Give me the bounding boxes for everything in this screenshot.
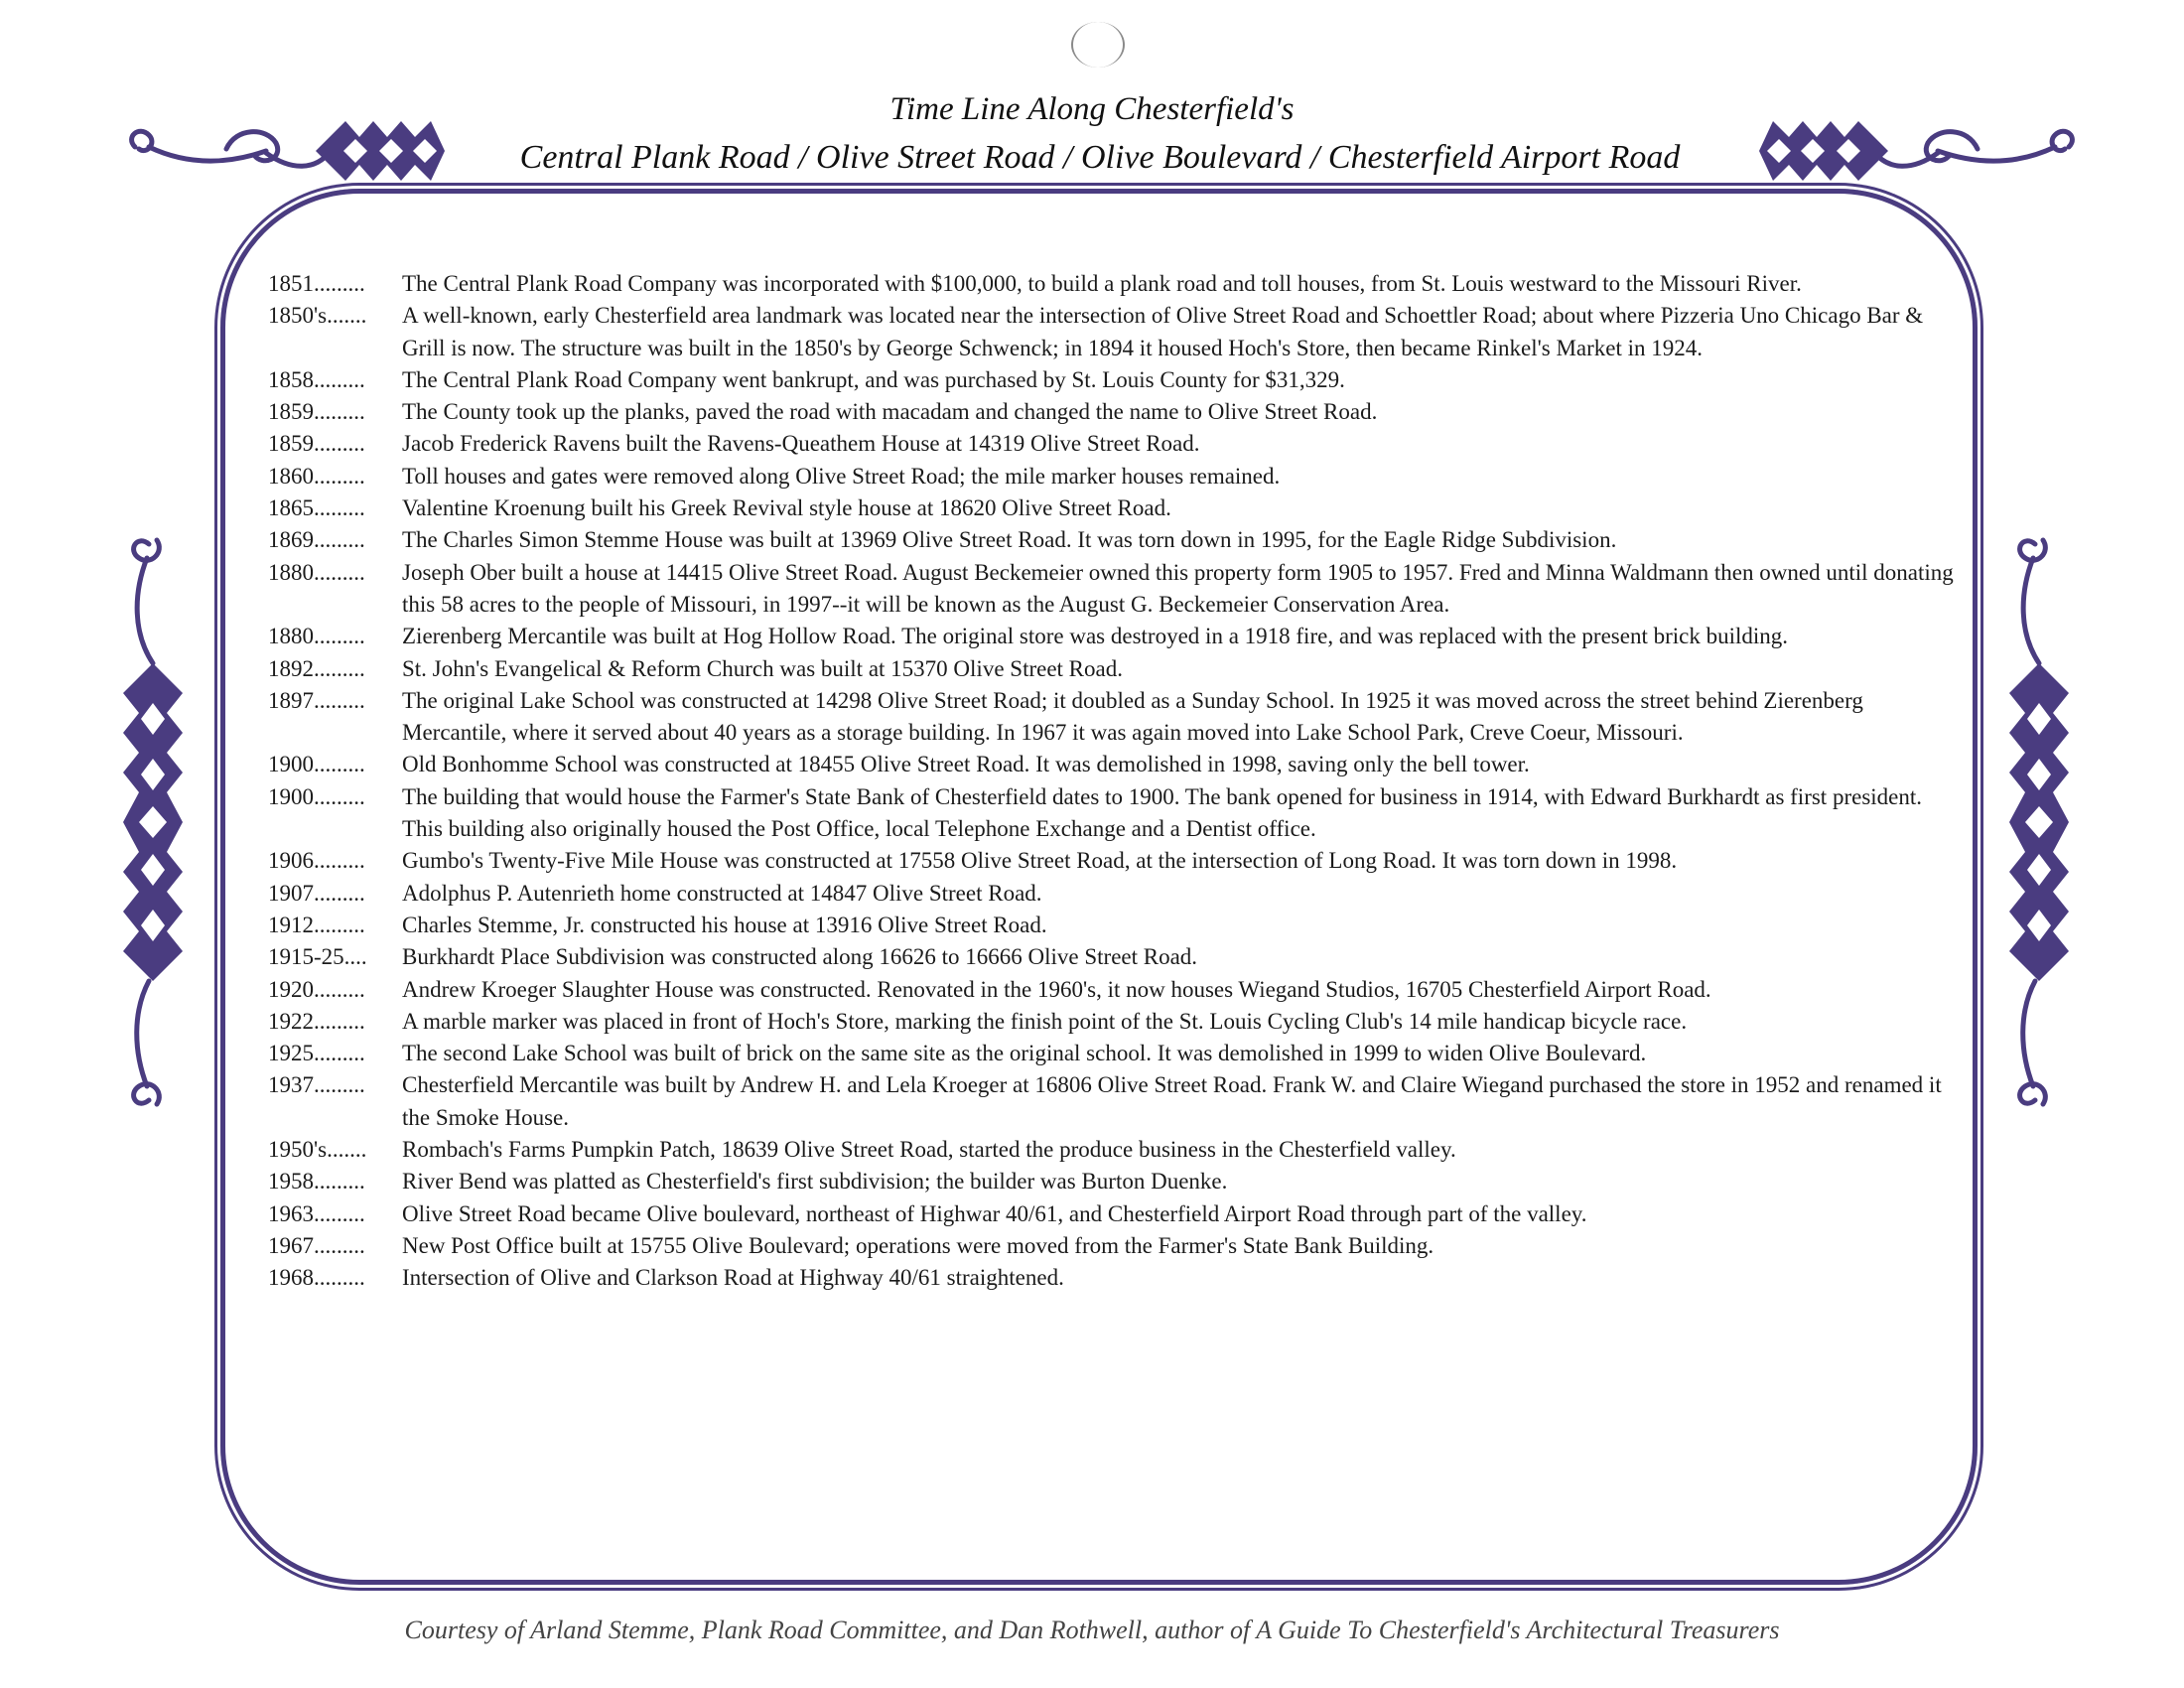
entry-text: The Central Plank Road Company was incorporated with $100,000, to build a plank road and toll houses, from St. Louis westward to the Missouri River. [402, 271, 1802, 296]
entry-year: 1869......... [268, 527, 365, 553]
entry-year: 1851......... [268, 271, 365, 296]
entry-text: Zierenberg Mercantile was built at Hog Hollow Road. The original store was destroyed in a 1918 fire, and was replaced with the present brick building. [402, 624, 1789, 649]
timeline-entry [268, 396, 1966, 428]
entry-year: 1920......... [268, 976, 365, 1002]
entry-year: 1880......... [268, 624, 365, 649]
entry-text: Chesterfield Mercantile was built by Andrew H. and Lela Kroeger at 16806 Olive Street Road. Frank W. and Claire Wiegand purchased the store in 1952 and renamed it the Smoke House. [402, 1072, 1942, 1130]
entry-text: Intersection of Olive and Clarkson Road at Highway 40/61 straightened. [402, 1265, 1064, 1291]
timeline-entry [268, 1069, 1966, 1134]
timeline-entry [268, 1038, 1966, 1069]
entry-text: Adolphus P. Autenrieth home constructed at 14847 Olive Street Road. [402, 880, 1042, 906]
entry-text: A well-known, early Chesterfield area landmark was located near the intersection of Olive Street Road and Schoettler Road; about where Pizzeria Uno Chicago Bar & Grill is now. The structure was built in the 1850's by George Schwenck; in 1894 it housed Hoch's Store, then became Rinkel's Market in 1924. [402, 303, 1924, 360]
title-line-2: Central Plank Road / Olive Street Road / Olive Boulevard / Chesterfield Airport Road [519, 139, 1681, 176]
entry-text: New Post Office built at 15755 Olive Boulevard; operations were moved from the Farmer's State Bank Building. [402, 1232, 1434, 1258]
entry-text: Rombach's Farms Pumpkin Patch, 18639 Olive Street Road, started the produce business in the Chesterfield valley. [402, 1137, 1456, 1163]
timeline-entry [268, 1262, 1966, 1294]
timeline-entry [268, 492, 1966, 524]
timeline-entry [268, 1134, 1966, 1166]
entry-text: River Bend was platted as Chesterfield's first subdivision; the builder was Burton Duenke. [402, 1169, 1228, 1195]
timeline-entry [268, 749, 1966, 780]
timeline-entry [268, 557, 1966, 622]
entry-year: 1925......... [268, 1041, 365, 1066]
entry-text: A marble marker was placed in front of Hoch's Store, marking the finish point of the St. Louis Cycling Club's 14 mile handicap bicycle race. [402, 1008, 1688, 1034]
timeline-entry [268, 845, 1966, 877]
entry-year: 1937......... [268, 1072, 365, 1098]
timeline-entry [268, 1006, 1966, 1038]
timeline-entry [268, 974, 1966, 1006]
entry-text: The original Lake School was constructed at 14298 Olive Street Road; it doubled as a Sunday School. In 1925 it was moved across the street behind Zierenberg Mercantile, where it served about 40 years as a storage building. In 1967 it was again moved into Lake School Park, Creve Coeur, Missouri. [402, 687, 1863, 746]
timeline-entry [268, 910, 1966, 941]
entry-text: Charles Stemme, Jr. constructed his house at 13916 Olive Street Road. [402, 912, 1047, 937]
timeline-entry [268, 941, 1966, 973]
entry-year: 1860......... [268, 463, 365, 489]
entry-year: 1950's....... [268, 1137, 367, 1163]
entry-year: 1850's....... [268, 303, 367, 329]
entry-year: 1958......... [268, 1169, 365, 1195]
timeline-entry [268, 621, 1966, 652]
entry-text: The second Lake School was built of brick on the same site as the original school. It was demolished in 1999 to widen Olive Boulevard. [402, 1041, 1647, 1066]
entry-year: 1922......... [268, 1008, 365, 1034]
entry-text: St. John's Evangelical & Reform Church was built at 15370 Olive Street Road. [402, 655, 1123, 681]
entry-year: 1915-25.... [268, 944, 367, 970]
flourish-left-icon [109, 524, 199, 1120]
credits-footer: Courtesy of Arland Stemme, Plank Road Committee, and Dan Rothwell, author of A Guide To Chesterfield's Architectural Treasurers [404, 1616, 1780, 1644]
entry-text: The County took up the planks, paved the road with macadam and changed the name to Olive Street Road. [402, 399, 1378, 425]
entry-year: 1968......... [268, 1265, 365, 1291]
entry-text: The Central Plank Road Company went bankrupt, and was purchased by St. Louis County for $31,329. [402, 366, 1345, 392]
punch-hole [1071, 22, 1125, 68]
timeline-entry [268, 461, 1966, 492]
entry-text: Jacob Frederick Ravens built the Ravens-Queathem House at 14319 Olive Street Road. [402, 431, 1200, 457]
entry-text: The Charles Simon Stemme House was built at 13969 Olive Street Road. It was torn down in 1995, for the Eagle Ridge Subdivision. [402, 527, 1617, 553]
entry-text: Andrew Kroeger Slaughter House was constructed. Renovated in the 1960's, it now houses Wiegand Studios, 16705 Chesterfield Airport Road. [402, 976, 1711, 1002]
entry-year: 1967......... [268, 1232, 365, 1258]
title-line-1: Time Line Along Chesterfield's [889, 91, 1295, 127]
timeline-entry [268, 1166, 1966, 1197]
entry-year: 1897......... [268, 687, 365, 713]
entry-text: Gumbo's Twenty-Five Mile House was constructed at 17558 Olive Street Road, at the intersection of Long Road. It was torn down in 1998. [402, 848, 1678, 874]
timeline-entry [268, 364, 1966, 396]
entry-text: Toll houses and gates were removed along Olive Street Road; the mile marker houses remained. [402, 463, 1281, 489]
timeline-entry [268, 1230, 1966, 1262]
entry-year: 1906......... [268, 848, 365, 874]
flourish-top-right-icon [1749, 107, 2087, 195]
timeline-entry [268, 653, 1966, 685]
entry-year: 1907......... [268, 880, 365, 906]
entry-year: 1859......... [268, 431, 365, 457]
entry-text: Joseph Ober built a house at 14415 Olive Street Road. August Beckemeier owned this property form 1905 to 1957. Fred and Minna Waldmann then owned until donating this 58 acres to the people of Missouri, in 1997--it will be known as the August G. Beckemeier Conservation Area. [402, 559, 1954, 617]
entry-year: 1900......... [268, 783, 365, 809]
timeline-entry [268, 781, 1966, 846]
entry-text: Burkhardt Place Subdivision was constructed along 16626 to 16666 Olive Street Road. [402, 944, 1198, 970]
timeline-entry [268, 685, 1966, 750]
timeline-entry [268, 428, 1966, 460]
timeline-entry [268, 268, 1966, 300]
timeline-entry [268, 524, 1966, 556]
entry-year: 1858......... [268, 366, 365, 392]
entry-year: 1900......... [268, 752, 365, 777]
timeline-entry [268, 1198, 1966, 1230]
entry-year: 1892......... [268, 655, 365, 681]
entry-year: 1880......... [268, 559, 365, 585]
entry-text: Valentine Kroenung built his Greek Revival style house at 18620 Olive Street Road. [402, 495, 1171, 521]
entry-text: Olive Street Road became Olive boulevard, northeast of Highwar 40/61, and Chesterfield Airport Road through part of the valley. [402, 1200, 1587, 1226]
entry-year: 1912......... [268, 912, 365, 937]
timeline-entry [268, 878, 1966, 910]
entry-year: 1963......... [268, 1200, 365, 1226]
entry-year: 1859......... [268, 399, 365, 425]
entry-text: The building that would house the Farmer's State Bank of Chesterfield dates to 1900. The bank opened for business in 1914, with Edward Burkhardt as first president. This building also originally housed the Post Office, local Telephone Exchange and a Dentist office. [402, 783, 1923, 842]
flourish-right-icon [1995, 524, 2085, 1120]
flourish-top-left-icon [117, 107, 455, 195]
timeline-entry [268, 300, 1966, 364]
entry-year: 1865......... [268, 495, 365, 521]
entry-text: Old Bonhomme School was constructed at 18455 Olive Street Road. It was demolished in 1998, saving only the bell tower. [402, 752, 1530, 777]
timeline-list [268, 268, 1966, 1295]
